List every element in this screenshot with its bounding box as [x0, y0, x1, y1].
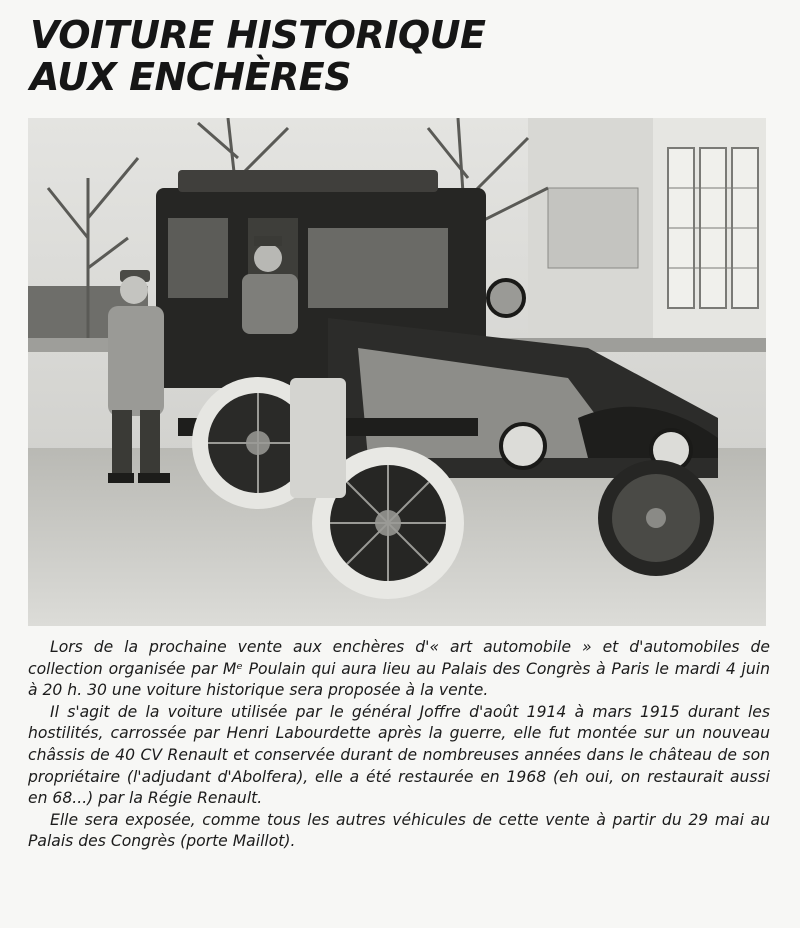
article-paragraph-3: Elle sera exposée, comme tous les autres véhicules de cette vente à partir du 29 mai au Palais des Congrès (porte Maillot).	[28, 810, 770, 851]
article-paragraph-1: Lors de la prochaine vente aux enchères d'« art automobile » et d'automobiles de collection organisée par Mᵉ Poulain qui aura lieu au Palais des Congrès à Paris le mardi 4 juin à 20 h. 30 une voiture historique sera proposée à la vente.	[28, 638, 770, 700]
article-body	[28, 637, 770, 853]
headline-line-1: VOITURE HISTORIQUE	[30, 13, 486, 57]
vintage-car-photo	[28, 118, 766, 626]
article-paragraph-2: Il s'agit de la voiture utilisée par le général Joffre d'août 1914 à mars 1915 durant les hostilités, carrossée par Henri Labourdette après la guerre, elle fut montée sur un nouveau châssis de 40 CV Renault et conservée durant de nombreuses années dans le château de son propriétaire (l'adjudant d'Abolfera), elle a été restaurée en 1968 (eh oui, on restaurait aussi en 68...) par la Régie Renault.	[28, 702, 770, 808]
headline-line-2: AUX ENCHÈRES	[30, 55, 352, 99]
headline	[30, 14, 485, 98]
